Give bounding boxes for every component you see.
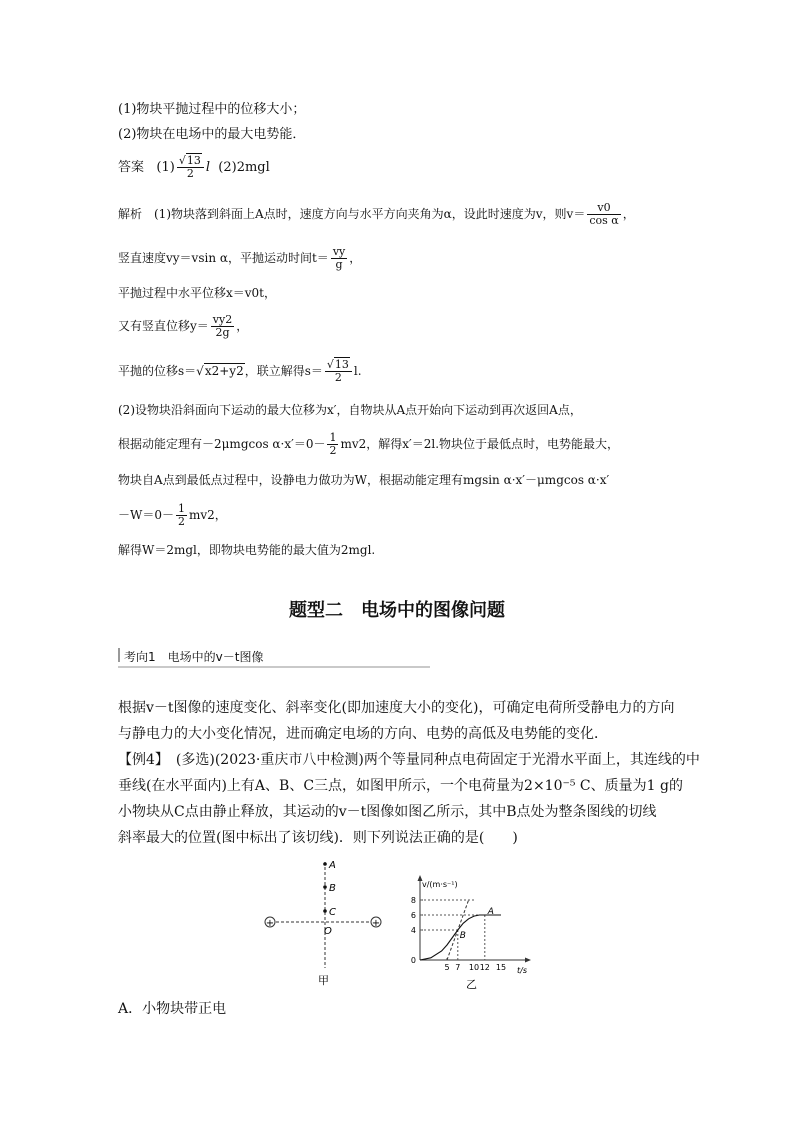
chart-vt [400,870,540,990]
y-axis-label: v/(m·s⁻¹) [422,880,458,889]
x-axis-label: t/s [517,966,527,975]
answer-fraction: $\frac{√13}{2}$ [177,155,204,180]
solution-line-9: －W＝0－ $\frac{1}{2}$ mv2， [118,502,227,528]
solution-line-4: 又有竖直位移y＝ $\frac{vy2}{2g}$ ， [118,313,249,339]
charge-right-sign: + [371,918,381,929]
point-a-dot [323,862,327,866]
y-tick-0: 0 [410,956,416,965]
solution-line-6: (2)设物块沿斜面向下运动的最大位移为x′，自物块从A点开始向下运动到再次返回A点， [118,403,582,417]
label-o: O [324,926,332,937]
option-a: A．小物块带正电 [118,1001,227,1017]
charge-left-sign: + [265,918,275,929]
example-line-4: 斜率最大的位置(图中标出了该切线)．则下列说法正确的是( ) [118,830,518,846]
label-b: B [329,883,336,894]
solution-line-8: 物块自A点到最低点过程中，设静电力做功为W，根据动能定理有mgsin α·x′－μmgcos α·x′ [118,473,610,487]
example-line-2: 垂线(在水平面内)上有A、B、C三点，如图甲所示，一个电荷量为2×10⁻⁵ C、质量为1 g的 [118,778,683,794]
y-tick-8: 8 [410,896,416,905]
label-a: A [329,860,336,871]
kaoxiang-heading: 考向1 电场中的v－t图像 [118,646,430,668]
caption-jia: 甲 [318,974,329,987]
solution-line-3: 平抛过程中水平位移x＝v0t， [118,286,277,300]
solution-line-1: 解析 (1)物块落到斜面上A点时，速度方向与水平方向夹角为α，设此时速度为v，则v＝ $\frac{v0}{\text{cos α}}$ ， [118,201,635,227]
x-axis-arrow [525,958,531,963]
y-tick-4: 4 [410,926,416,935]
para-line-2: 与静电力的大小变化情况，进而确定电场的方向、电势的高低及电势能的变化． [118,726,608,742]
y-tick-6: 6 [410,911,416,920]
x-tick-12: 12 [479,963,490,972]
solution-line-2: 竖直速度vy＝vsin α，平抛运动时间t＝ $\frac{vy}{g}$ ， [118,245,362,271]
para-line-1: 根据v－t图像的速度变化、斜率变化(即加速度大小的变化)，可确定电荷所受静电力的方向 [118,700,675,716]
point-label-b: B [459,931,466,941]
answer-label: 答案 [118,160,145,175]
question-1: (1)物块平抛过程中的位移大小； [118,102,306,117]
caption-yi: 乙 [466,978,477,990]
solution-line-10: 解得W＝2mgl，即物块电势能的最大值为2mgl. [118,543,376,557]
x-tick-10: 10 [468,963,480,972]
example-line-1: 【例4】 (多选)(2023·重庆市八中检测)两个等量同种点电荷固定于光滑水平面上，其连线的中 [118,752,700,768]
answer-line: 答案 (1) $\frac{√13}{2}$ l (2)2mgl [118,154,270,180]
solution-line-7: 根据动能定理有－2μmgcos α·x′＝0－ $\frac{1}{2}$ mv2，解得x′＝2l.物块位于最低点时，电势能最大， [118,431,620,457]
x-tick-7: 7 [455,963,461,972]
point-c-dot [323,909,327,913]
x-tick-5: 5 [444,963,450,972]
label-c: C [329,907,336,918]
example-line-3: 小物块从C点由静止释放，其运动的v－t图像如图乙所示，其中B点处为整条图线的切线 [118,804,657,820]
solution-line-5: 平抛的位移s＝√x2+y2，联立解得s＝ $\frac{√13}{2}$ l. [118,358,362,384]
figure-jia [258,858,393,988]
x-tick-15: 15 [495,963,507,972]
point-label-a: A [487,907,494,917]
section-title: 题型二 电场中的图像问题 [289,600,505,621]
point-b-dot [323,885,327,889]
question-2: (2)物块在电场中的最大电势能． [118,127,306,142]
